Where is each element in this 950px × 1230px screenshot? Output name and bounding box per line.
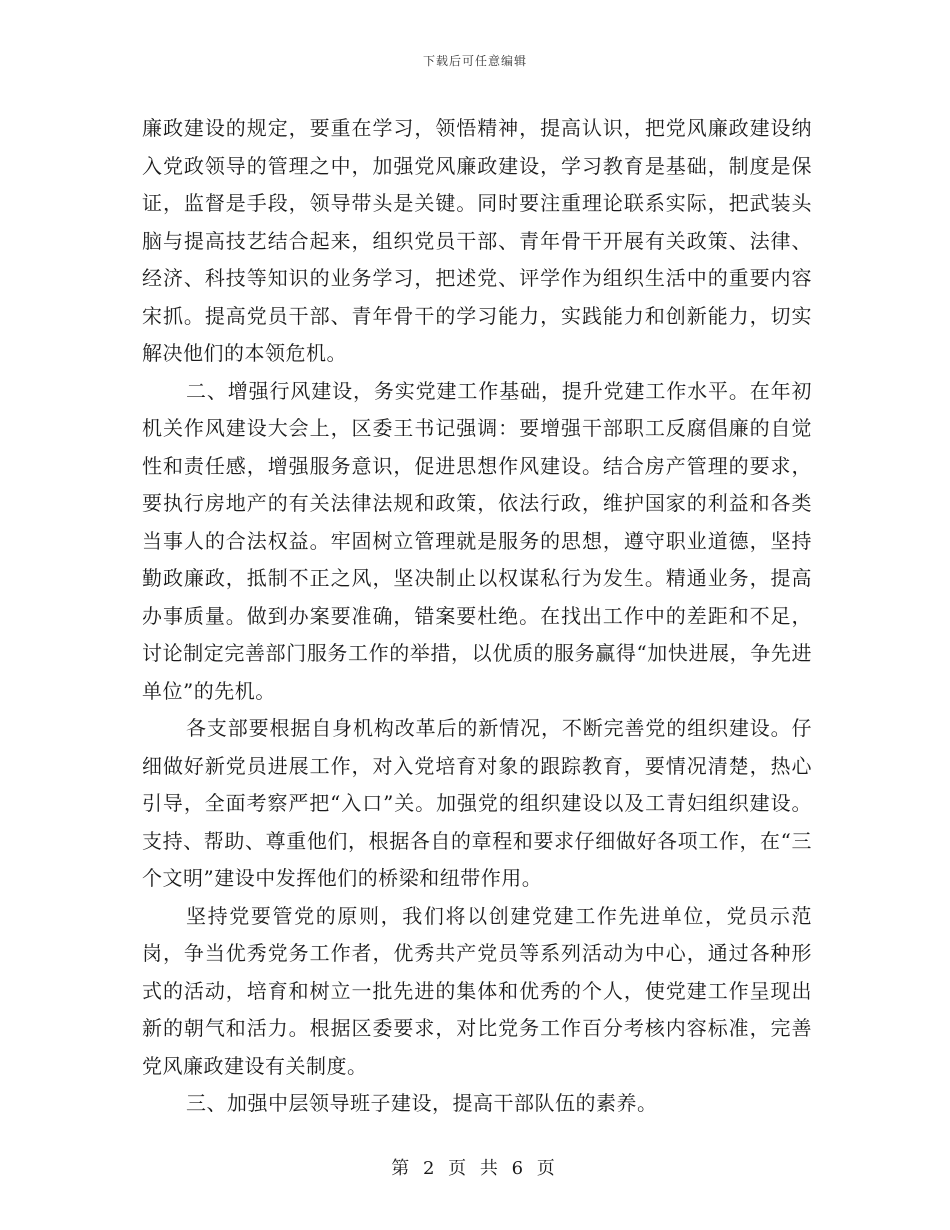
- paragraph-continuation: 廉政建设的规定，要重在学习，领悟精神，提高认识，把党风廉政建设纳入党政领导的管理之中，加强党风廉政建设，学习教育是基础，制度是保证，监督是手段，领导带头是关键。同时要注重理论联系实际，把武装头脑与提高技艺结合起来，组织党员干部、青年骨干开展有关政策、法律、经济、科技等知识的业务学习，把述党、评学作为组织生活中的重要内容宋抓。提高党员干部、青年骨干的学习能力，实践能力和创新能力，切实解决他们的本领危机。: [142, 116, 812, 365]
- paragraph-party-principle: 坚持党要管党的原则，我们将以创建党建工作先进单位，党员示范岗，争当优秀党务工作者，优秀共产党员等系列活动为中心，通过各种形式的活动，培育和树立一批先进的集体和优秀的个人，使党建工作呈现出新的朝气和活力。根据区委要求，对比党务工作百分考核内容标准，完善党风廉政建设有关制度。: [142, 903, 812, 1078]
- paragraph-section-two: 二、增强行风建设，务实党建工作基础，提升党建工作水平。在年初机关作风建设大会上，区委王书记强调：要增强干部职工反腐倡廉的自觉性和责任感，增强服务意识，促进思想作风建设。结合房产管理的要求，要执行房地产的有关法律法规和政策，依法行政，维护国家的利益和各类当事人的合法权益。牢固树立管理就是服务的思想，遵守职业道德，坚持勤政廉政，抵制不正之风，坚决制止以权谋私行为发生。精通业务，提高办事质量。做到办案要准确，错案要杜绝。在找出工作中的差距和不足，讨论制定完善部门服务工作的举措，以优质的服务赢得“加快进展，争先进单位”的先机。: [142, 378, 812, 703]
- document-body: [142, 110, 812, 1123]
- page-number: 第 2 页 共 6 页: [391, 1158, 559, 1179]
- paragraph-section-three: 三、加强中层领导班子建设，提高干部队伍的素养。: [186, 1091, 658, 1115]
- page-header: 下载后可任意编辑: [422, 54, 527, 68]
- paragraph-branch-organization: 各支部要根据自身机构改革后的新情况，不断完善党的组织建设。仔细做好新党员进展工作，对入党培育对象的跟踪教育，要情况清楚，热心引导，全面考察严把“入口”关。加强党的组织建设以及工青妇组织建设。支持、帮助、尊重他们，根据各自的章程和要求仔细做好各项工作，在“三个文明”建设中发挥他们的桥梁和纽带作用。: [142, 716, 812, 890]
